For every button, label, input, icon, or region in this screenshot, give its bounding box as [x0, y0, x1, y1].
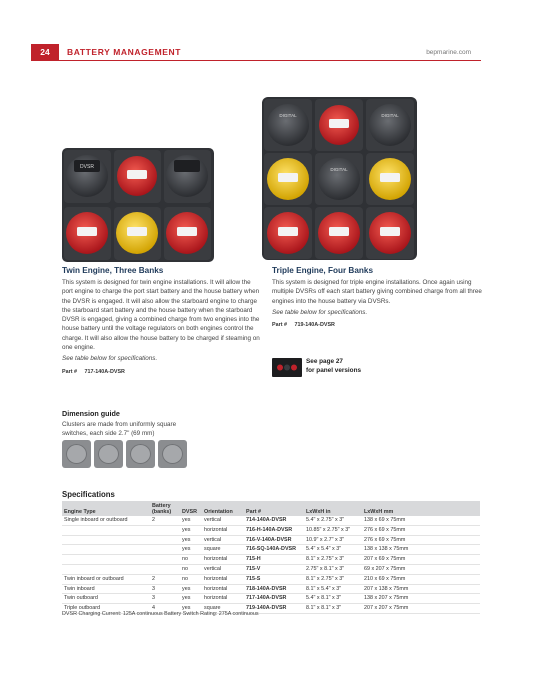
table-cell: 718-140A-DVSR: [244, 584, 304, 594]
digital-label: DIGITAL: [330, 167, 348, 172]
table-cell: 715-V: [244, 564, 304, 574]
triple-engine-note: See table below for specifications.: [272, 308, 368, 316]
website-link[interactable]: bepmarine.com: [426, 49, 471, 56]
table-cell: yes: [180, 545, 202, 555]
table-row: [62, 594, 480, 604]
table-row: [62, 535, 480, 545]
table-cell: yes: [180, 604, 202, 614]
table-cell: vertical: [202, 516, 244, 525]
table-cell: yes: [180, 584, 202, 594]
table-cell: 3: [150, 584, 180, 594]
triple-engine-title: Triple Engine, Four Banks: [272, 266, 373, 275]
table-cell: no: [180, 574, 202, 584]
col-battery: Battery (banks): [150, 501, 180, 516]
table-cell: horizontal: [202, 594, 244, 604]
table-cell: [150, 555, 180, 565]
table-cell: vertical: [202, 535, 244, 545]
table-cell: 717-140A-DVSR: [244, 594, 304, 604]
table-cell: [62, 555, 150, 565]
twin-engine-cluster-photo: [62, 146, 214, 264]
table-cell: 276 x 69 x 75mm: [362, 525, 480, 535]
table-cell: 716-SQ-140A-DVSR: [244, 545, 304, 555]
twin-engine-body: This system is designed for twin engine installations. It will allow the port engine to charge the port start battery and the house battery when the DVSR is engaged. It will also allow the starboard engine to charge the starboard start battery and the house battery when the starboard DVSR is engaged, giving a combined charge from two engines into the house battery until the voltage regulators on both engines control the charge. It will also allow the house battery to be charged if steaming on one engine.: [62, 279, 260, 352]
page-number: 24: [31, 44, 59, 61]
part-label: Part #: [272, 322, 287, 329]
table-cell: [62, 564, 150, 574]
table-cell: 2.75" x 8.1" x 3": [304, 564, 362, 574]
page-header: [31, 44, 481, 61]
switch-swatch: [158, 440, 187, 468]
table-row: [62, 584, 480, 594]
table-cell: 210 x 69 x 75mm: [362, 574, 480, 584]
table-cell: [150, 564, 180, 574]
twin-engine-part: [62, 369, 260, 375]
table-cell: horizontal: [202, 574, 244, 584]
table-cell: 207 x 69 x 75mm: [362, 555, 480, 565]
table-row: [62, 564, 480, 574]
see-page-line2: for panel versions: [306, 367, 362, 374]
switch-swatch: [62, 440, 91, 468]
table-cell: horizontal: [202, 584, 244, 594]
section-title: BATTERY MANAGEMENT: [67, 47, 182, 57]
twin-engine-note: See table below for specifications.: [62, 355, 158, 363]
twin-engine-section: [62, 266, 260, 375]
table-cell: 5.4" x 2.75" x 3": [304, 516, 362, 525]
table-cell: 10.9" x 2.7" x 3": [304, 535, 362, 545]
specifications-table: [62, 501, 480, 614]
table-cell: 138 x 138 x 75mm: [362, 545, 480, 555]
col-engine-type: Engine Type: [62, 501, 150, 516]
table-cell: 715-S: [244, 574, 304, 584]
table-cell: Twin outboard: [62, 594, 150, 604]
digital-label: DIGITAL: [279, 113, 297, 118]
table-cell: 8.1" x 8.1" x 3": [304, 604, 362, 614]
table-cell: no: [180, 555, 202, 565]
table-cell: 10.85" x 2.75" x 3": [304, 525, 362, 535]
table-cell: Twin inboard: [62, 584, 150, 594]
dimension-guide-line2: switches, each side 2.7" (69 mm): [62, 430, 155, 437]
dimension-guide-title: Dimension guide: [62, 409, 120, 418]
specs-footnote: DVSR Charging Current: 125A continuous Battery Switch Rating: 275A continuous: [62, 611, 259, 617]
switch-swatch: [94, 440, 123, 468]
part-label: Part #: [62, 368, 77, 375]
see-page-line1: See page 27: [306, 358, 343, 365]
table-cell: 5.4" x 8.1" x 3": [304, 594, 362, 604]
table-cell: square: [202, 604, 244, 614]
triple-engine-cluster-photo: [262, 95, 417, 262]
table-cell: 716-H-140A-DVSR: [244, 525, 304, 535]
part-number: 717-140A-DVSR: [84, 368, 125, 375]
specifications-title: Specifications: [62, 490, 115, 499]
table-cell: 719-140A-DVSR: [244, 604, 304, 614]
col-lwh-mm: LxWxH mm: [362, 501, 480, 516]
dvsr-label: DVSR: [80, 164, 94, 170]
switch-swatch: [126, 440, 155, 468]
table-cell: 138 x 207 x 75mm: [362, 594, 480, 604]
table-cell: 69 x 207 x 75mm: [362, 564, 480, 574]
part-number: 719-140A-DVSR: [294, 322, 335, 329]
table-cell: 2: [150, 574, 180, 584]
table-cell: square: [202, 545, 244, 555]
triple-engine-part: [272, 322, 482, 328]
table-cell: [150, 535, 180, 545]
header-rule: [59, 60, 481, 61]
table-cell: vertical: [202, 564, 244, 574]
table-cell: Triple outboard: [62, 604, 150, 614]
table-row: [62, 555, 480, 565]
table-cell: no: [180, 564, 202, 574]
panel-thumbnail: [272, 358, 302, 377]
table-cell: 207 x 207 x 75mm: [362, 604, 480, 614]
table-cell: yes: [180, 594, 202, 604]
table-cell: horizontal: [202, 555, 244, 565]
digital-label: DIGITAL: [381, 113, 399, 118]
table-cell: 715-H: [244, 555, 304, 565]
table-cell: 714-140A-DVSR: [244, 516, 304, 525]
table-cell: 2: [150, 516, 180, 525]
dimension-guide-line1: Clusters are made from uniformly square: [62, 421, 177, 428]
table-header-row: [62, 501, 480, 516]
triple-engine-section: [272, 266, 482, 328]
table-cell: horizontal: [202, 525, 244, 535]
table-cell: [62, 525, 150, 535]
table-row: [62, 545, 480, 555]
table-cell: 138 x 69 x 75mm: [362, 516, 480, 525]
table-cell: 8.1" x 2.75" x 3": [304, 574, 362, 584]
col-dvsr: DVSR: [180, 501, 202, 516]
table-cell: [150, 545, 180, 555]
table-row: [62, 516, 480, 525]
table-cell: 8.1" x 5.4" x 3": [304, 584, 362, 594]
col-part: Part #: [244, 501, 304, 516]
table-cell: [62, 545, 150, 555]
table-cell: Twin inboard or outboard: [62, 574, 150, 584]
table-cell: 276 x 69 x 75mm: [362, 535, 480, 545]
dimension-guide: [62, 409, 176, 438]
table-cell: Single inboard or outboard: [62, 516, 150, 525]
table-cell: 207 x 138 x 75mm: [362, 584, 480, 594]
col-orientation: Orientation: [202, 501, 244, 516]
twin-engine-title: Twin Engine, Three Banks: [62, 266, 164, 275]
table-cell: [62, 535, 150, 545]
table-cell: yes: [180, 535, 202, 545]
triple-engine-body: This system is designed for triple engine installations. Once again using multiple DVSRs off each start battery giving combined charge from all three engines into the house battery via DVSRs.: [272, 279, 482, 305]
table-row: [62, 574, 480, 584]
table-cell: 8.1" x 2.75" x 3": [304, 555, 362, 565]
table-cell: yes: [180, 516, 202, 525]
table-row: [62, 525, 480, 535]
col-lwh-in: LxWxH in: [304, 501, 362, 516]
table-cell: 3: [150, 594, 180, 604]
table-cell: 5.4" x 5.4" x 3": [304, 545, 362, 555]
table-cell: yes: [180, 525, 202, 535]
table-cell: 716-V-140A-DVSR: [244, 535, 304, 545]
table-cell: 4: [150, 604, 180, 614]
table-cell: [150, 525, 180, 535]
